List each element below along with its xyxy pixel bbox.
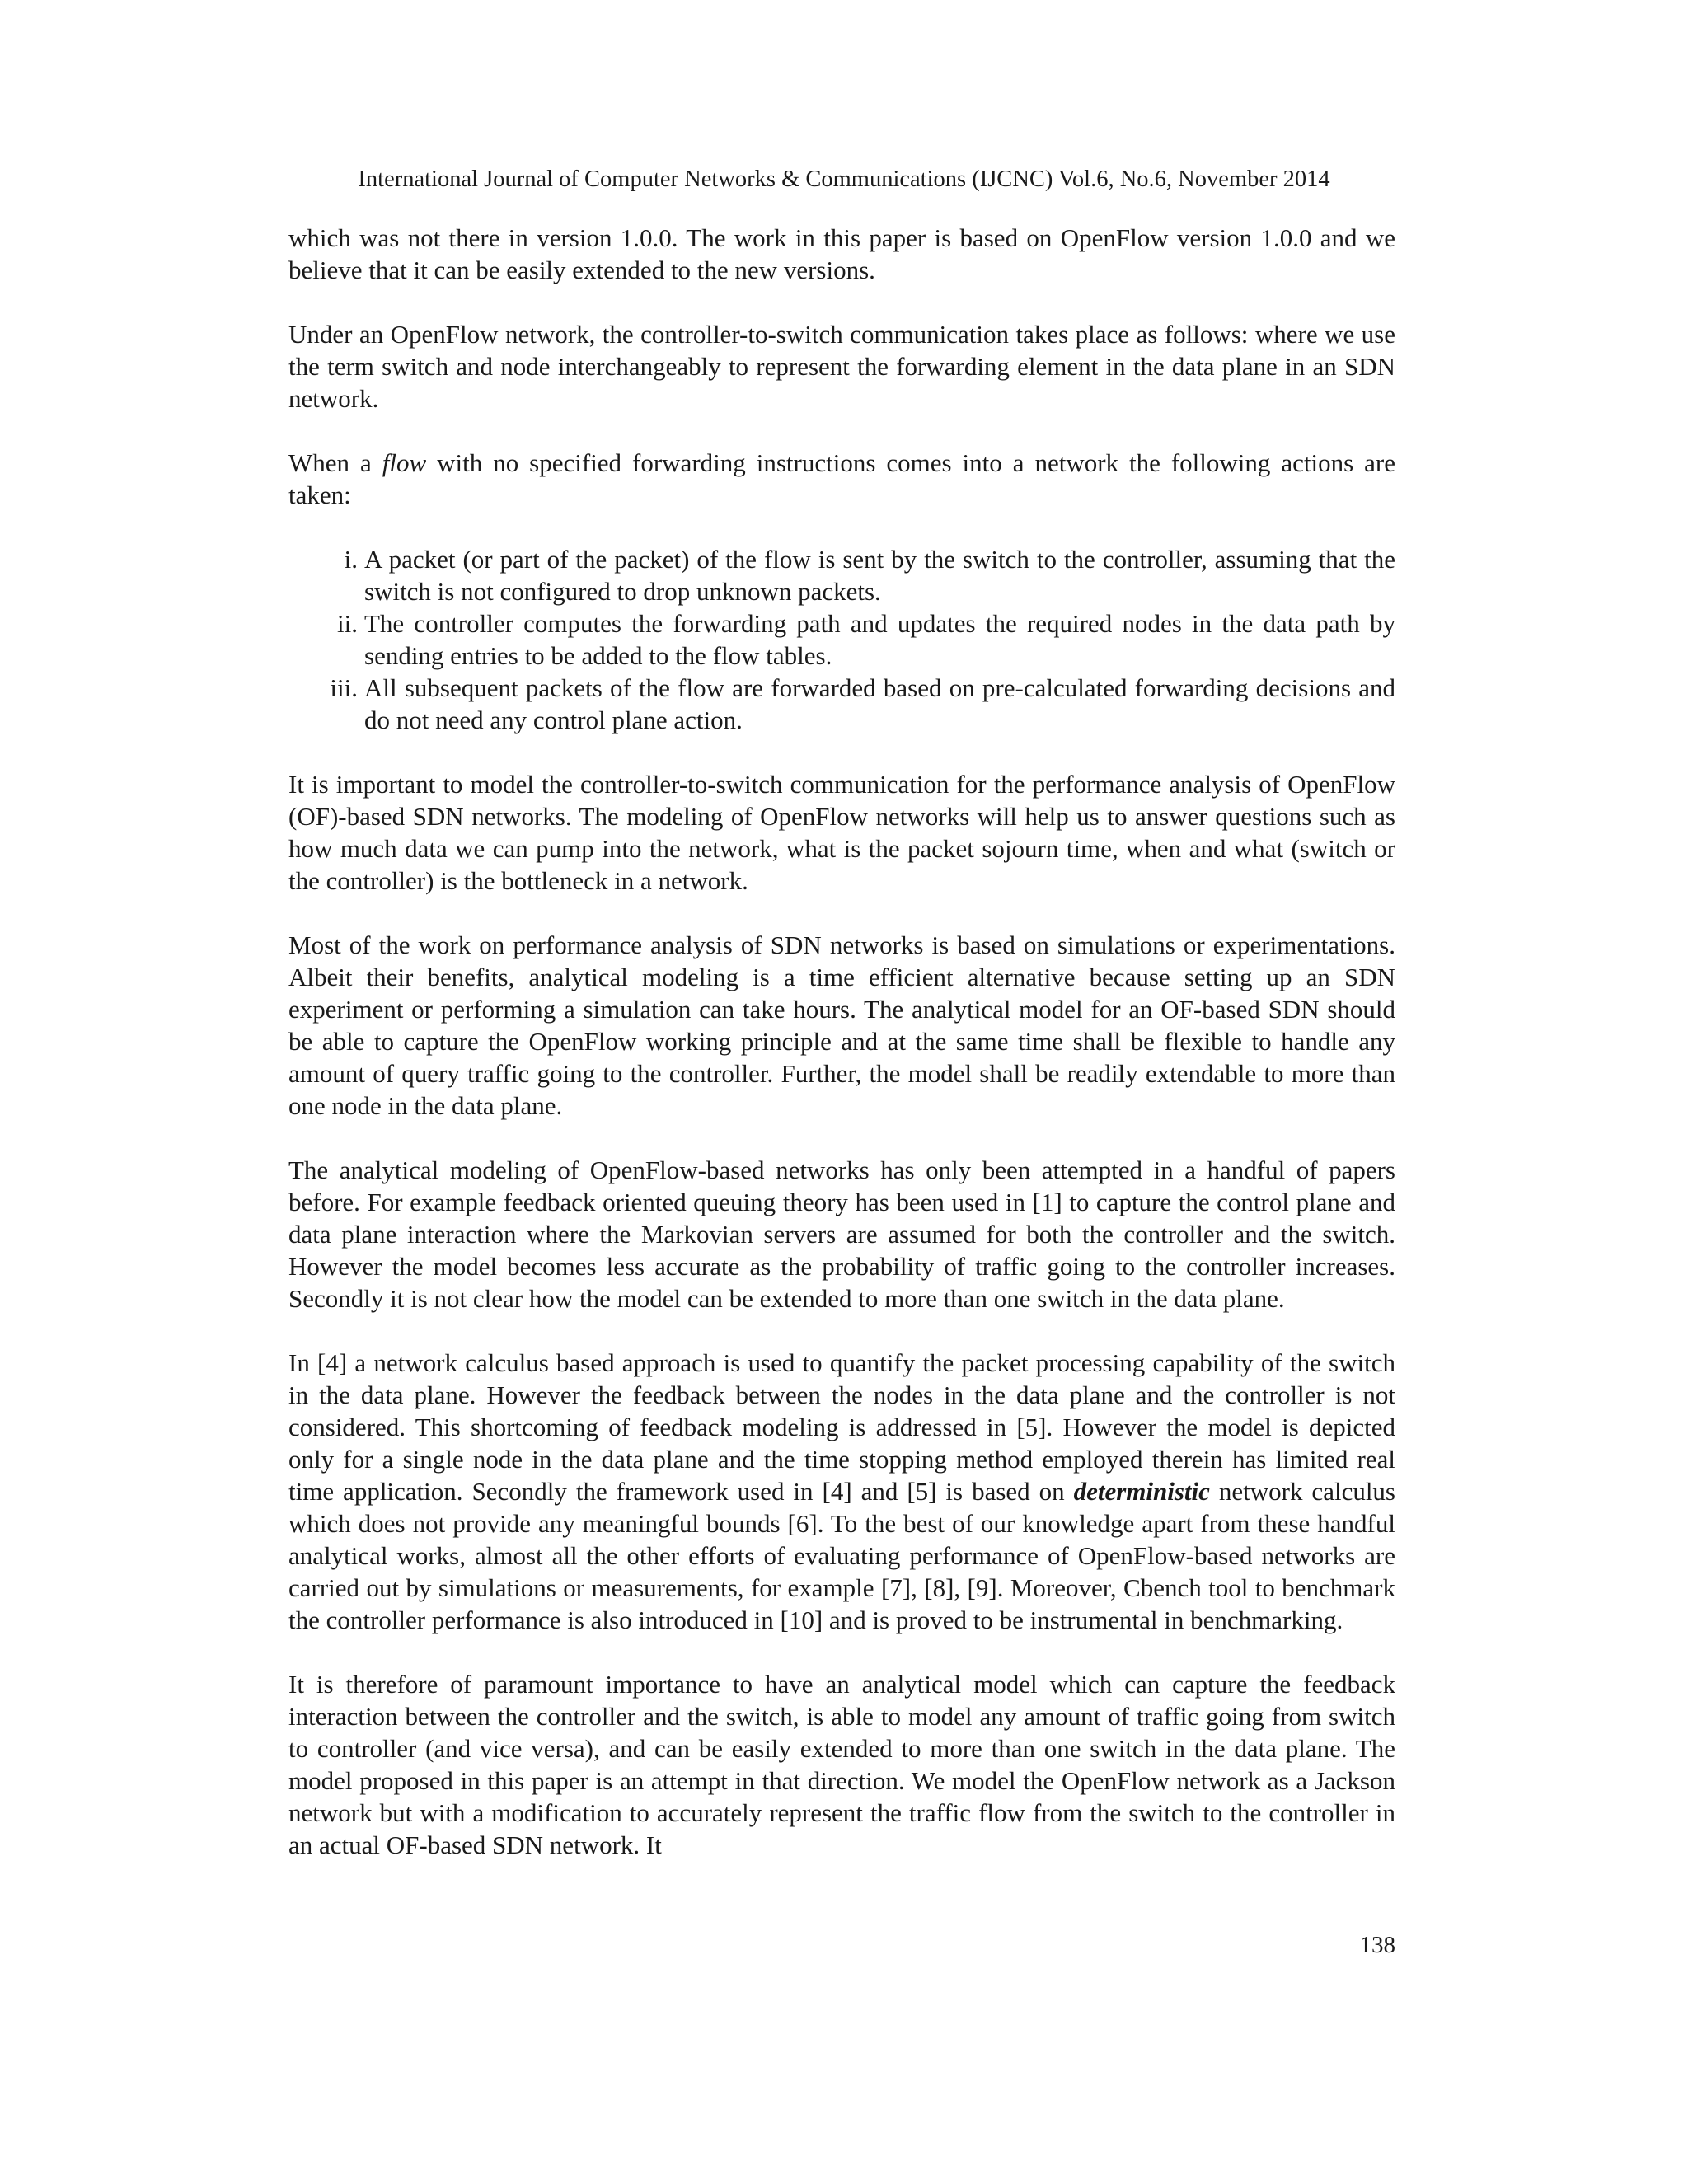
- paragraph-5: Most of the work on performance analysis of SDN networks is based on simulations or experimentations. Albeit their benefits, analytical modeling is a time efficient alternative because setting up an SDN experiment or performing a simulation can take hours. The analytical model for an OF-based SDN should be able to capture the OpenFlow working principle and at the same time shall be flexible to handle any amount of query traffic going to the controller. Further, the model shall be readily extendable to more than one node in the data plane.: [288, 930, 1395, 1120]
- list-item: [288, 607, 1395, 672]
- page-number: 138: [1359, 1932, 1395, 1958]
- paragraph-7: [288, 1347, 1395, 1636]
- paragraph-8: It is therefore of paramount importance to have an analytical model which can capture the feedback interaction between the controller and the switch, is able to model any amount of traffic going from switch to controller (and vice versa), and can be easily extended to more than one switch in the data plane. The model proposed in this paper is an attempt in that direction. We model the OpenFlow network as a Jackson network but with a modification to accurately represent the traffic flow from the switch to the controller in an actual OF-based SDN network. It: [288, 1670, 1395, 1859]
- paragraph-3: [288, 447, 1395, 511]
- list-marker: iii.: [330, 673, 358, 702]
- action-list: [288, 543, 1395, 736]
- paragraph-2: Under an OpenFlow network, the controller-to-switch communication takes place as follows: where we use the term switch and node interchangeably to represent the forwarding element in the data plane in an SDN network.: [288, 320, 1395, 413]
- list-item: [288, 672, 1395, 736]
- body-text: [288, 222, 1395, 1861]
- paragraph-3-before: When a: [288, 448, 382, 477]
- paragraph-7-before: In [4] a network calculus based approach is used to quantify the packet processing capability of the switch in the data plane. However the feedback between the nodes in the data plane and the controller is not considered. This shortcoming of feedback modeling is addressed in [5]. However the model is depicted only for a single node in the data plane and the time stopping method employed therein has limited real time application. Secondly the framework used in [4] and [5] is based on: [288, 1348, 1395, 1506]
- deterministic-term: deterministic: [1073, 1477, 1210, 1506]
- paragraph-6: The analytical modeling of OpenFlow-based networks has only been attempted in a handful of papers before. For example feedback oriented queuing theory has been used in [1] to capture the control plane and data plane interaction where the Markovian servers are assumed for both the controller and the switch. However the model becomes less accurate as the probability of traffic going to the controller increases. Secondly it is not clear how the model can be extended to more than one switch in the data plane.: [288, 1155, 1395, 1313]
- list-item-text: All subsequent packets of the flow are forwarded based on pre-calculated forwarding decisions and do not need any control plane action.: [364, 673, 1395, 734]
- running-head: International Journal of Computer Networks & Communications (IJCNC) Vol.6, No.6, November 2014: [358, 166, 1330, 192]
- paragraph-4: It is important to model the controller-to-switch communication for the performance analysis of OpenFlow (OF)-based SDN networks. The modeling of OpenFlow networks will help us to answer questions such as how much data we can pump into the network, what is the packet sojourn time, when and what (switch or the controller) is the bottleneck in a network.: [288, 770, 1395, 895]
- paragraph-7-after: network calculus which does not provide any meaningful bounds [6]. To the best of our knowledge apart from these handful analytical works, almost all the other efforts of evaluating performance of OpenFlow-based networks are carried out by simulations or measurements, for example [7], [8], [9]. Moreover, Cbench tool to benchmark the controller performance is also introduced in [10] and is proved to be instrumental in benchmarking.: [288, 1477, 1395, 1634]
- list-marker: ii.: [337, 609, 358, 638]
- flow-term: flow: [382, 448, 427, 477]
- list-item: [288, 543, 1395, 607]
- list-item-text: The controller computes the forwarding path and updates the required nodes in the data path by sending entries to be added to the flow tables.: [364, 609, 1395, 670]
- paragraph-3-after: with no specified forwarding instructions comes into a network the following actions are taken:: [288, 448, 1396, 509]
- list-item-text: A packet (or part of the packet) of the flow is sent by the switch to the controller, assuming that the switch is not configured to drop unknown packets.: [364, 545, 1395, 606]
- list-marker: i.: [344, 545, 358, 574]
- paragraph-1: which was not there in version 1.0.0. The work in this paper is based on OpenFlow version 1.0.0 and we believe that it can be easily extended to the new versions.: [288, 223, 1395, 284]
